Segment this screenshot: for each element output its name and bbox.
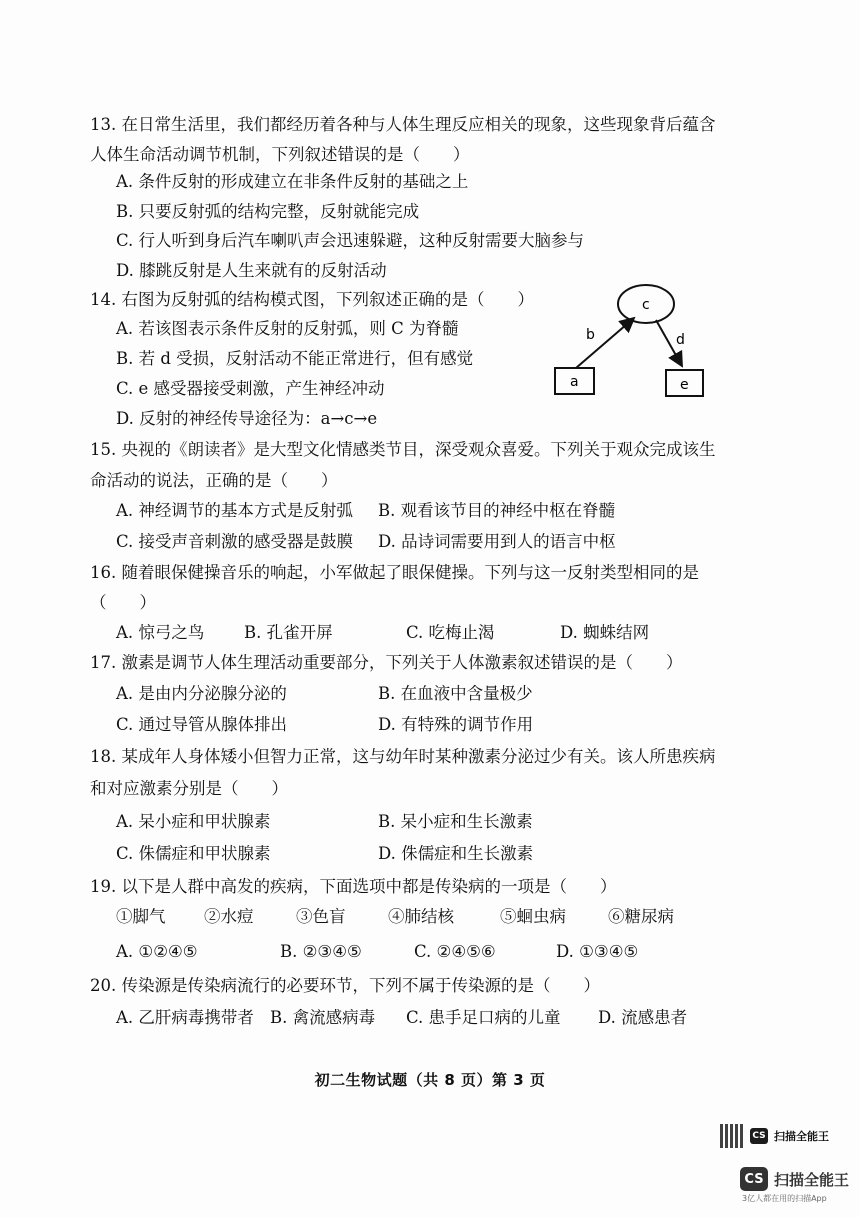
label-b: b [586, 327, 595, 343]
q20-stem-line1: 20. 传染源是传染病流行的必要环节，下列不属于传染源的是（ ） [90, 976, 600, 995]
label-a: a [570, 374, 579, 390]
q18-option-a: A. 呆小症和甲状腺素 [116, 812, 271, 831]
q20-option-a: A. 乙肝病毒携带者 [116, 1008, 254, 1027]
q19-stem-line1: 19. 以下是人群中高发的疾病，下面选项中都是传染病的一项是（ ） [90, 877, 617, 896]
q16-option-d: D. 蜘蛛结网 [560, 623, 650, 642]
q14-option-d: D. 反射的神经传导途径为：a→c→e [116, 409, 378, 428]
q15-stem-line2: 命活动的说法，正确的是（ ） [90, 471, 338, 490]
q17-stem-line1: 17. 激素是调节人体生理活动重要部分，下列关于人体激素叙述错误的是（ ） [90, 653, 683, 672]
q19-item-1: ①脚气 [116, 907, 166, 926]
q19-item-3: ③色盲 [296, 907, 346, 926]
q19-item-4: ④肺结核 [388, 907, 454, 926]
q18-option-c: C. 侏儒症和甲状腺素 [116, 844, 271, 863]
q17-option-a: A. 是由内分泌腺分泌的 [116, 684, 287, 703]
q17-option-b: B. 在血液中含量极少 [378, 684, 533, 703]
q20-option-c: C. 患手足口病的儿童 [406, 1008, 561, 1027]
q20-option-d: D. 流感患者 [598, 1008, 688, 1027]
q19-item-5: ⑤蛔虫病 [500, 907, 566, 926]
qr-code-icon [720, 1124, 744, 1148]
label-e: e [680, 377, 689, 393]
q16-option-a: A. 惊弓之鸟 [116, 623, 205, 642]
q13-option-d: D. 膝跳反射是人生来就有的反射活动 [116, 261, 387, 280]
q19-item-2: ②水痘 [204, 907, 254, 926]
q19-option-b: B. ②③④⑤ [280, 942, 362, 961]
label-c: c [642, 297, 650, 313]
q19-option-d: D. ①③④⑤ [556, 942, 639, 961]
scanner-watermark-small [720, 1124, 829, 1148]
q13-option-a: A. 条件反射的形成建立在非条件反射的基础之上 [116, 172, 469, 191]
q19-option-c: C. ②④⑤⑥ [414, 942, 496, 961]
page-footer: 初二生物试题（共 8 页）第 3 页 [314, 1071, 546, 1089]
q19-option-a: A. ①②④⑤ [116, 942, 198, 961]
q16-option-b: B. 孔雀开屏 [244, 623, 333, 642]
q18-option-d: D. 侏儒症和生长激素 [378, 844, 534, 863]
camscanner-logo-icon: CS [750, 1128, 768, 1144]
q18-option-b: B. 呆小症和生长激素 [378, 812, 533, 831]
label-d: d [676, 332, 685, 348]
q16-stem-line2: （ ） [90, 593, 156, 612]
q14-option-c: C. e 感受器接受刺激，产生神经冲动 [116, 379, 385, 398]
q18-stem-line1: 18. 某成年人身体矮小但智力正常，这与幼年时某种激素分泌过少有关。该人所患疾病 [90, 747, 716, 766]
q15-option-c: C. 接受声音刺激的感受器是鼓膜 [116, 532, 354, 551]
q15-option-d: D. 品诗词需要用到人的语言中枢 [378, 532, 616, 551]
q15-stem-line1: 15. 央视的《朗读者》是大型文化情感类节目，深受观众喜爱。下列关于观众完成该生 [90, 440, 716, 459]
q13-option-b: B. 只要反射弧的结构完整，反射就能完成 [116, 202, 420, 221]
q14-option-a: A. 若该图表示条件反射的反射弧，则 C 为脊髓 [116, 319, 459, 338]
reflex-arc-diagram [548, 282, 708, 402]
watermark-small-text: 扫描全能王 [774, 1130, 829, 1143]
q14-stem-line1: 14. 右图为反射弧的结构模式图，下列叙述正确的是（ ） [90, 290, 534, 309]
q17-option-c: C. 通过导管从腺体排出 [116, 715, 288, 734]
scanner-watermark-large [740, 1167, 849, 1204]
camscanner-logo-large-icon: CS [740, 1167, 768, 1191]
q15-option-b: B. 观看该节目的神经中枢在脊髓 [378, 501, 616, 520]
q13-stem-line2: 人体生命活动调节机制，下列叙述错误的是（ ） [90, 145, 470, 164]
q15-option-a: A. 神经调节的基本方式是反射弧 [116, 501, 353, 520]
q13-option-c: C. 行人听到身后汽车喇叭声会迅速躲避，这种反射需要大脑参与 [116, 231, 585, 250]
q16-option-c: C. 吃梅止渴 [406, 623, 495, 642]
q19-item-6: ⑥糖尿病 [608, 907, 674, 926]
watermark-large-text: 扫描全能王 [774, 1170, 850, 1189]
q18-stem-line2: 和对应激素分别是（ ） [90, 779, 288, 798]
q17-option-d: D. 有特殊的调节作用 [378, 715, 534, 734]
arrow-b [576, 318, 634, 368]
q13-stem-line1: 13. 在日常生活里，我们都经历着各种与人体生理反应相关的现象，这些现象背后蕴含 [90, 115, 716, 134]
q20-option-b: B. 禽流感病毒 [270, 1008, 376, 1027]
q16-stem-line1: 16. 随着眼保健操音乐的响起，小军做起了眼保健操。下列与这一反射类型相同的是 [90, 563, 699, 582]
q14-option-b: B. 若 d 受损，反射活动不能正常进行，但有感觉 [116, 349, 474, 368]
watermark-subtext: 3亿人都在用的扫描App [742, 1194, 827, 1203]
